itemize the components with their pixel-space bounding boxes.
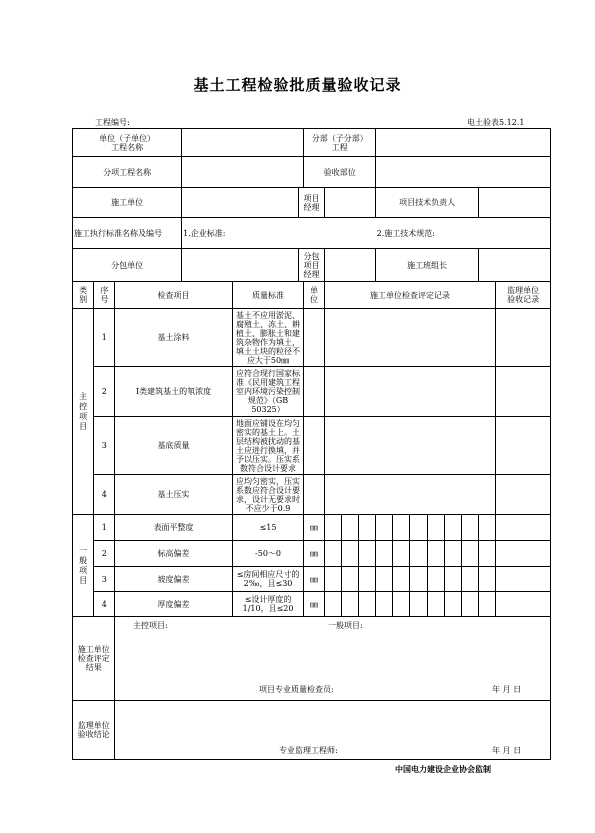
measure-cell[interactable] [479, 515, 496, 541]
main-unit [304, 309, 324, 367]
general-standard: ≤15 [232, 515, 304, 541]
measure-cell[interactable] [341, 592, 358, 617]
col-category: 类 别 [73, 282, 94, 309]
tech-lead-label: 项目技术负责人 [376, 188, 479, 218]
measure-cell[interactable] [461, 515, 478, 541]
main-seq: 2 [94, 367, 115, 417]
general-standard: -50～0 [232, 541, 304, 567]
main-item: 基土压实 [115, 475, 232, 515]
measure-cell[interactable] [444, 567, 461, 592]
measure-cell[interactable] [479, 567, 496, 592]
general-unit: ㎜ [304, 515, 324, 541]
division-label: 分部（子分部） 工程 [304, 129, 376, 157]
measure-cell[interactable] [341, 541, 358, 567]
general-unit: ㎜ [304, 541, 324, 567]
col-record: 施工单位检查评定记录 [324, 282, 496, 309]
main-control-category: 主 控 项 目 [73, 309, 94, 515]
measure-cell[interactable] [461, 592, 478, 617]
col-supervisor: 监理单位 验收记录 [496, 282, 551, 309]
contractor-date: 年 月 日 [492, 685, 522, 694]
subcontractor-value[interactable] [182, 249, 299, 282]
measure-cell[interactable] [427, 567, 444, 592]
measure-cell[interactable] [358, 592, 375, 617]
general-supervisor[interactable] [496, 515, 551, 541]
page-title: 基土工程检验批质量验收记录 [193, 76, 402, 94]
main-supervisor[interactable] [496, 475, 551, 515]
tech-lead-value[interactable] [479, 188, 551, 218]
main-unit [304, 417, 324, 475]
main-standard: 应均匀密实，压实系数应符合设计要求，设计无要求时不应少于0.9 [232, 475, 304, 515]
main-seq: 1 [94, 309, 115, 367]
measure-cell[interactable] [376, 515, 393, 541]
measure-cell[interactable] [427, 541, 444, 567]
contractor-value[interactable] [182, 188, 299, 218]
supervising-engineer-label: 专业监理工程师: [279, 746, 338, 755]
standard-label: 施工执行标准名称及编号 [73, 218, 182, 249]
measure-cell[interactable] [358, 567, 375, 592]
general-item: 坡度偏差 [115, 567, 232, 592]
main-standard: 基土不应用淤泥、腐殖土、冻土、耕植土、膨胀土和建筑杂物作为填土，填土土块的粒径不应大于50㎜ [232, 309, 304, 367]
unit-project-label: 单位（子单位） 工程名称 [73, 129, 182, 157]
measure-cell[interactable] [324, 567, 341, 592]
general-standard: ≤房间相应尺寸的2‰，且≤30 [232, 567, 304, 592]
measure-cell[interactable] [410, 515, 427, 541]
form-code: 电土验表5.12.1 [467, 118, 525, 127]
acceptance-part-value[interactable] [376, 157, 551, 188]
general-supervisor[interactable] [496, 541, 551, 567]
general-unit: ㎜ [304, 592, 324, 617]
main-supervisor[interactable] [496, 309, 551, 367]
main-record[interactable] [324, 475, 496, 515]
general-result-label: 一般项目: [328, 621, 363, 630]
contractor-result-label: 施工单位 检查评定 结果 [73, 617, 115, 701]
footer-issuer: 中国电力建设企业协会监制 [395, 765, 491, 774]
measure-cell[interactable] [393, 541, 410, 567]
general-category: 一 般 项 目 [73, 515, 94, 617]
measure-cell[interactable] [358, 515, 375, 541]
sub-pm-label: 分包项目 经理 [299, 249, 324, 282]
measure-cell[interactable] [376, 541, 393, 567]
measure-cell[interactable] [444, 592, 461, 617]
main-supervisor[interactable] [496, 417, 551, 475]
general-seq: 4 [94, 592, 115, 617]
subcontractor-label: 分包单位 [73, 249, 182, 282]
general-supervisor[interactable] [496, 592, 551, 617]
sub-pm-value[interactable] [324, 249, 376, 282]
main-unit [304, 367, 324, 417]
col-seq: 序 号 [94, 282, 115, 309]
measure-cell[interactable] [410, 567, 427, 592]
general-seq: 3 [94, 567, 115, 592]
measure-cell[interactable] [410, 592, 427, 617]
division-value[interactable] [376, 129, 551, 157]
measure-cell[interactable] [479, 541, 496, 567]
measure-cell[interactable] [358, 541, 375, 567]
supervisor-result-label: 监理单位 验收结论 [73, 701, 115, 760]
measure-cell[interactable] [461, 541, 478, 567]
inspection-form-table [72, 128, 551, 760]
general-standard: ≤设计厚度的1/10，且≤20 [232, 592, 304, 617]
measure-cell[interactable] [324, 515, 341, 541]
general-item: 厚度偏差 [115, 592, 232, 617]
acceptance-part-label: 验收部位 [304, 157, 376, 188]
measure-cell[interactable] [376, 592, 393, 617]
measure-cell[interactable] [341, 567, 358, 592]
general-item: 标高偏差 [115, 541, 232, 567]
team-leader-value[interactable] [479, 249, 551, 282]
main-unit [304, 475, 324, 515]
measure-cell[interactable] [324, 541, 341, 567]
general-unit: ㎜ [304, 567, 324, 592]
main-seq: 3 [94, 417, 115, 475]
enterprise-std[interactable]: 1.企业标准: [182, 218, 376, 249]
col-unit: 单 位 [304, 282, 324, 309]
main-standard: 地面应铺设在均匀密实的基土上。土层结构被扰动的基土应进行换填，并予以压实。压实系数符合设计要求 [232, 417, 304, 475]
general-seq: 2 [94, 541, 115, 567]
measure-cell[interactable] [324, 592, 341, 617]
general-item: 表面平整度 [115, 515, 232, 541]
main-record[interactable] [324, 367, 496, 417]
pm-label: 项目经理 [299, 188, 324, 218]
team-leader-label: 施工班组长 [376, 249, 479, 282]
measure-cell[interactable] [393, 567, 410, 592]
project-no-label: 工程编号: [95, 118, 130, 127]
contractor-label: 施工单位 [73, 188, 182, 218]
measure-cell[interactable] [479, 592, 496, 617]
general-seq: 1 [94, 515, 115, 541]
main-standard: 应符合现行国家标准《民用建筑工程室内环境污染控制规范》（GB 50325） [232, 367, 304, 417]
main-control-result-label: 主控项目: [133, 621, 168, 630]
main-record[interactable] [324, 309, 496, 367]
measure-cell[interactable] [427, 515, 444, 541]
pm-value[interactable] [324, 188, 376, 218]
measure-cell[interactable] [376, 567, 393, 592]
measure-cell[interactable] [461, 567, 478, 592]
main-supervisor[interactable] [496, 367, 551, 417]
quality-inspector-label: 项目专业质量检查员: [259, 685, 334, 694]
unit-project-value[interactable] [182, 129, 304, 157]
main-item: 基底质量 [115, 417, 232, 475]
main-item: Ⅰ类建筑基土的氡浓度 [115, 367, 232, 417]
tech-spec[interactable]: 2.施工技术规范: [376, 218, 551, 249]
measure-cell[interactable] [444, 541, 461, 567]
subitem-label: 分项工程名称 [73, 157, 182, 188]
main-seq: 4 [94, 475, 115, 515]
supervisor-date: 年 月 日 [492, 746, 522, 755]
col-item: 检查项目 [115, 282, 232, 309]
measure-cell[interactable] [410, 541, 427, 567]
main-record[interactable] [324, 417, 496, 475]
measure-cell[interactable] [427, 592, 444, 617]
measure-cell[interactable] [393, 592, 410, 617]
measure-cell[interactable] [444, 515, 461, 541]
subitem-value[interactable] [182, 157, 304, 188]
measure-cell[interactable] [341, 515, 358, 541]
col-standard: 质量标准 [232, 282, 304, 309]
main-item: 基土涂料 [115, 309, 232, 367]
measure-cell[interactable] [393, 515, 410, 541]
general-supervisor[interactable] [496, 567, 551, 592]
